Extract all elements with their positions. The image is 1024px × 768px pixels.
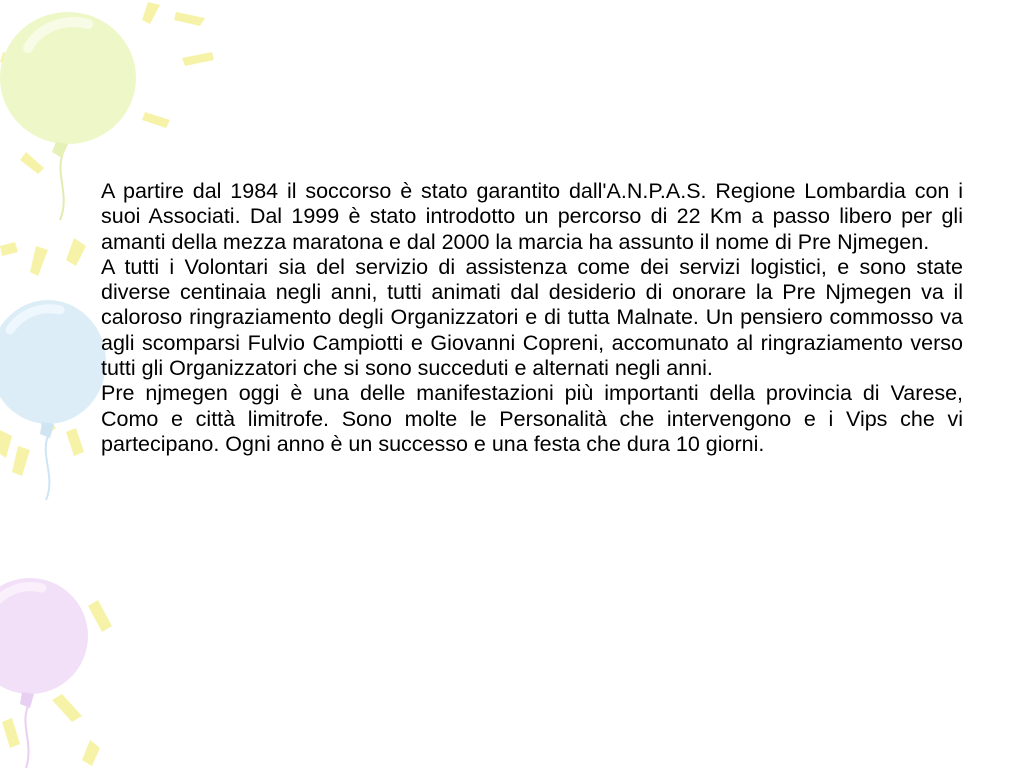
- slide-text-body: [101, 179, 963, 457]
- paragraph-history: A partire dal 1984 il soccorso è stato garantito dall'A.N.P.A.S. Regione Lombardia con i suoi Associati. Dal 1999 è stato introdotto un percorso di 22 Km a passo libero per gli amanti della mezza maratona e dal 2000 la marcia ha assunto il nome di Pre Njmegen.: [101, 179, 963, 254]
- paragraph-volunteers-thanks: A tutti i Volontari sia del servizio di assistenza come dei servizi logistici, e sono state diverse centinaia negli anni, tutti animati dal desiderio di onorare la Pre Njmegen va il caloroso ringraziamento degli Organizzatori e di tutta Malnate. Un pensiero commosso va agli scomparsi Fulvio Campiotti e Giovanni Copreni, accomunato al ringraziamento verso tutti gli Organizzatori che si sono succeduti e alternati negli anni.: [101, 254, 963, 381]
- paragraph-today: Pre njmegen oggi è una delle manifestazioni più importanti della provincia di Varese, Como e città limitrofe. Sono molte le Personalità che intervengono e i Vips che vi partecipano. Ogni anno è un successo e una festa che dura 10 giorni.: [101, 381, 963, 456]
